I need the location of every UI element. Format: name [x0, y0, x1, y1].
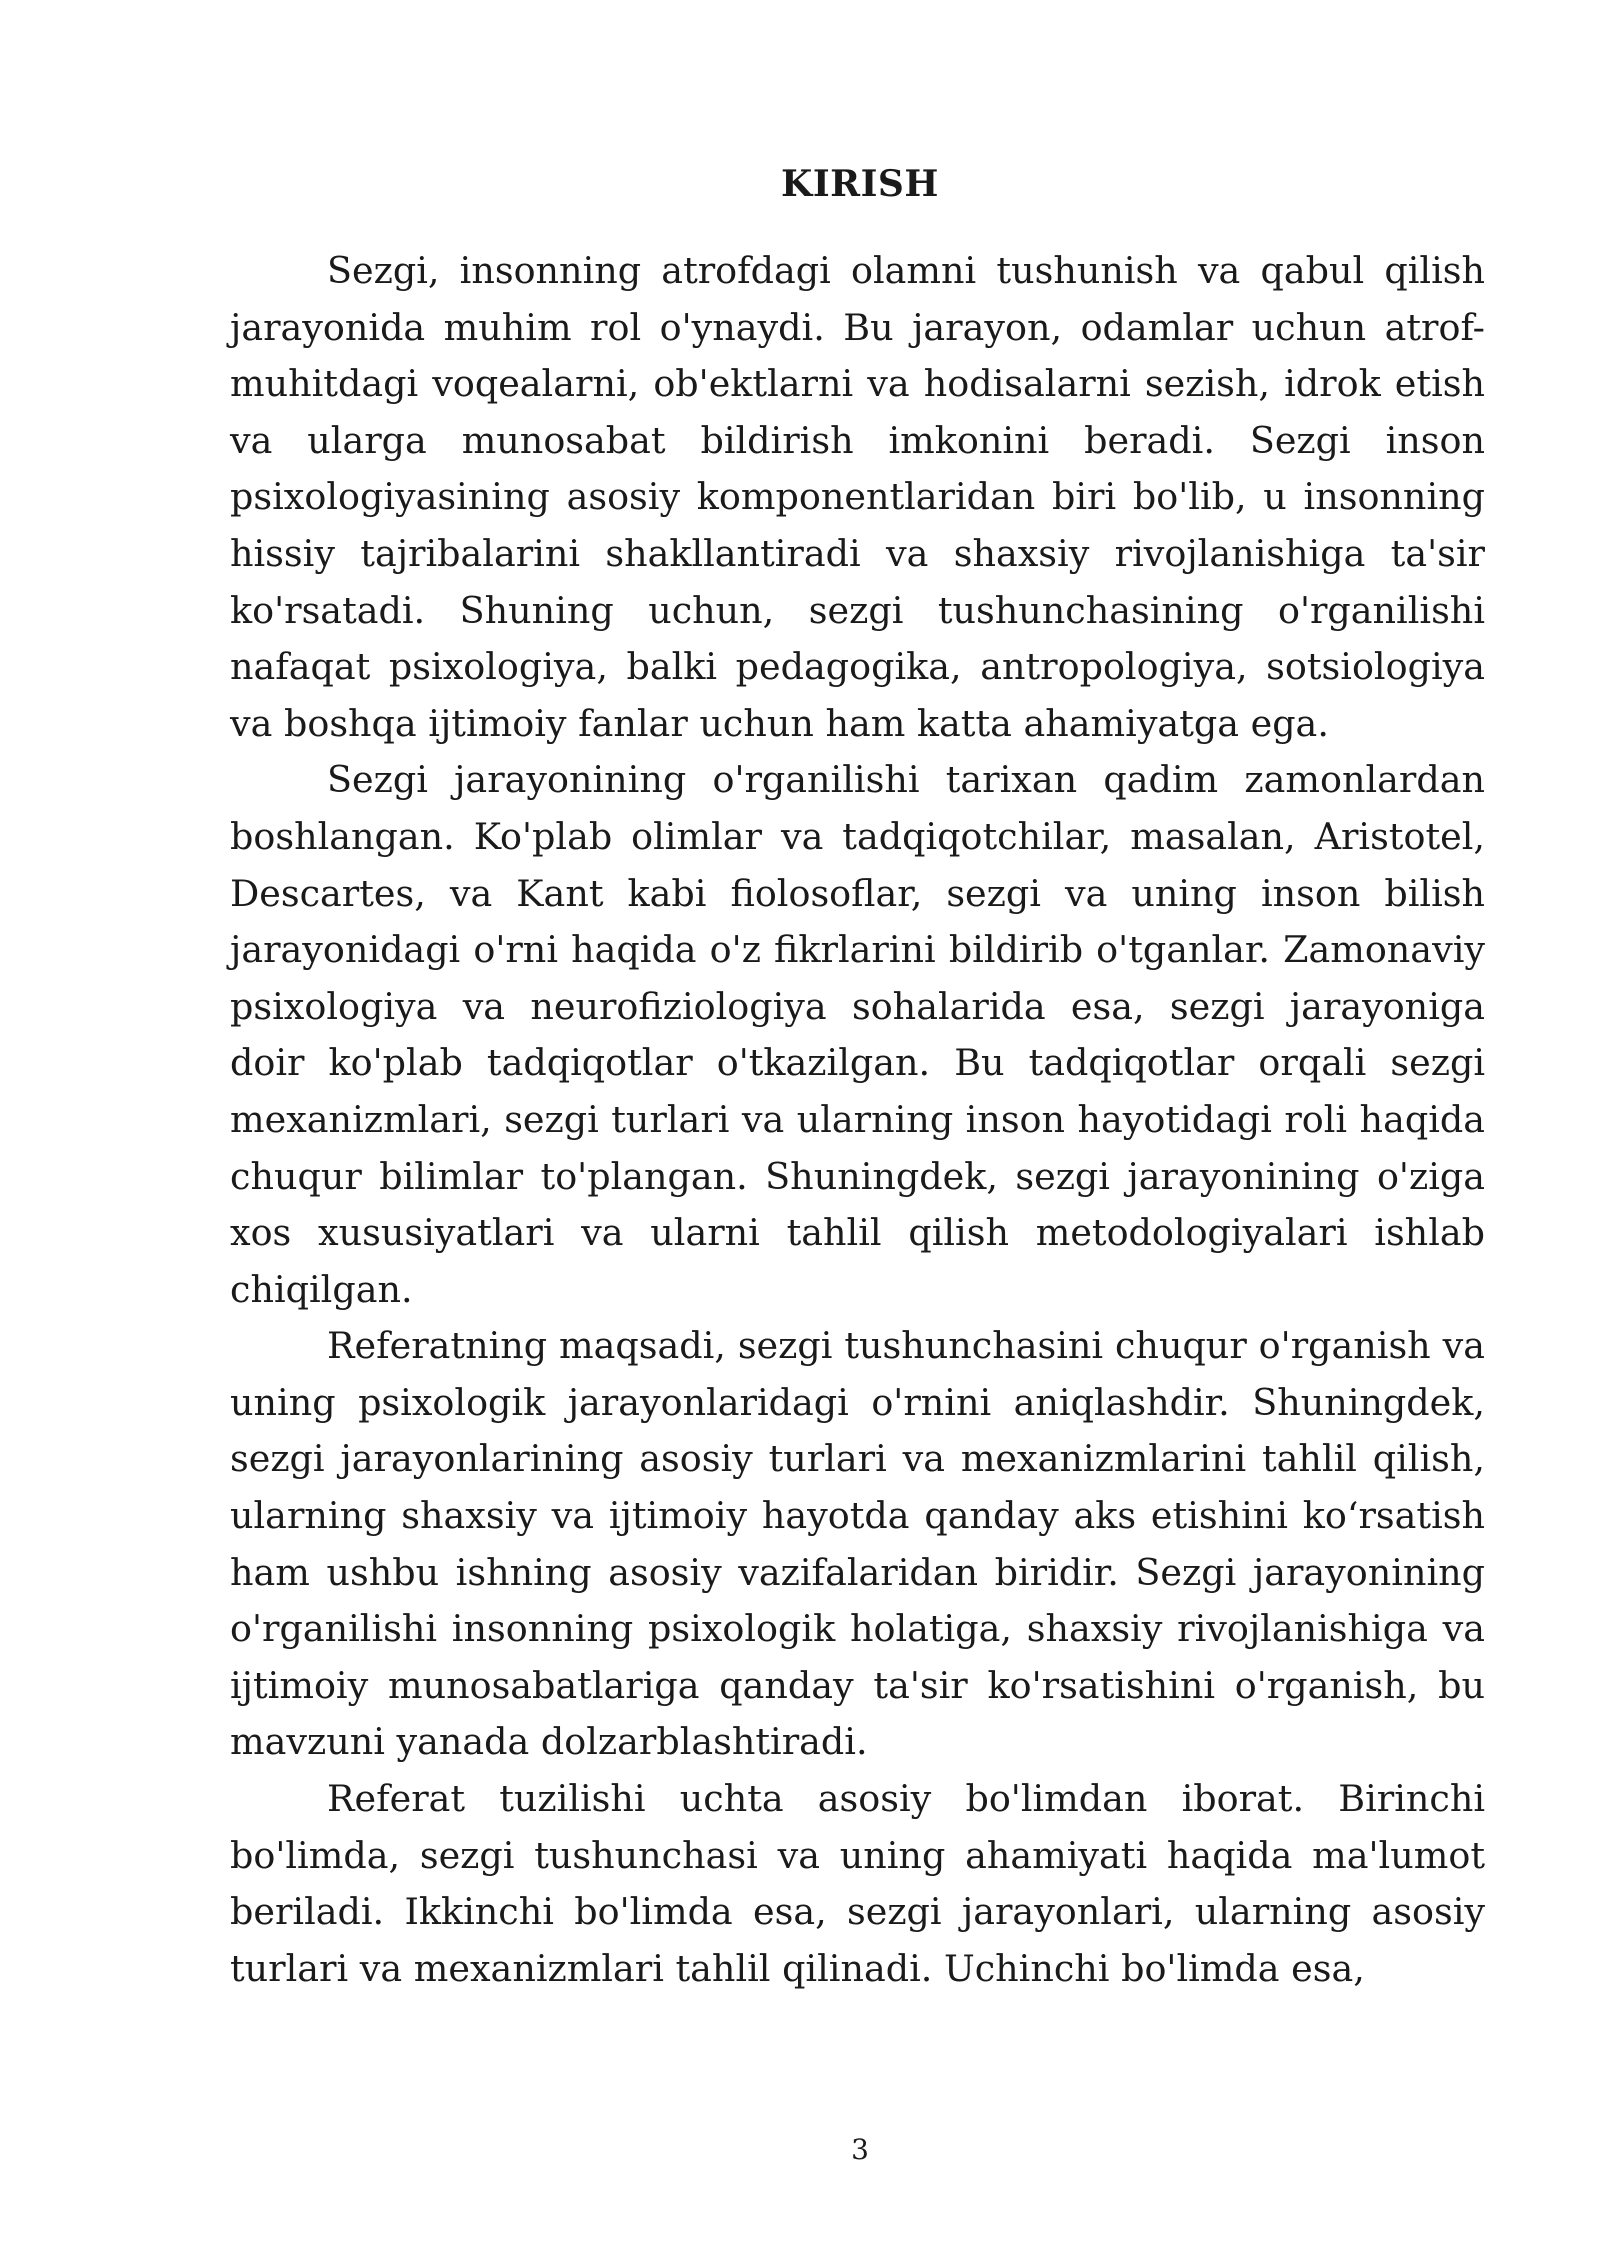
paragraph-structure: Referat tuzilishi uchta asosiy bo'limdan iborat. Birinchi bo'limda, sezgi tushunchasi va uning ahamiyati haqida ma'lumot beriladi. Ikkinchi bo'limda esa, sezgi jarayonlari, ularning asosiy turlari va mexanizmlari tahlil qilinadi. Uchinchi bo'limda esa, — [230, 1777, 1485, 1990]
paragraph-purpose: Referatning maqsadi, sezgi tushunchasini chuqur o'rganish va uning psixologik jarayonlaridagi o'rnini aniqlashdir. Shuningdek, sezgi jarayonlarining asosiy turlari va mexanizmlarini tahlil qilish, ularning shaxsiy va ijtimoiy hayotda qanday aks etishini ko‘rsatish ham ushbu ishning asosiy vazifalaridan biridir. Sezgi jarayonining o'rganilishi insonning psixologik holatiga, shaxsiy rivojlanishiga va ijtimoiy munosabatlariga qanday ta'sir ko'rsatishini o'rganish, bu mavzuni yanada dolzarblashtiradi. — [230, 1324, 1485, 1764]
paragraph-intro: Sezgi, insonning atrofdagi olamni tushunish va qabul qilish jarayonida muhim rol o'ynaydi. Bu jarayon, odamlar uchun atrof-muhitdagi voqealarni, ob'ektlarni va hodisalarni sezish, idrok etish va ularga munosabat bildirish imkonini beradi. Sezgi inson psixologiyasining asosiy komponentlaridan biri bo'lib, u insonning hissiy tajribalarini shakllantiradi va shaxsiy rivojlanishiga ta'sir ko'rsatadi. Shuning uchun, sezgi tushunchasining o'rganilishi nafaqat psixologiya, balki pedagogika, antropologiya, sotsiologiya va boshqa ijtimoiy fanlar uchun ham katta ahamiyatga ega. — [230, 249, 1485, 745]
paragraph-history: Sezgi jarayonining o'rganilishi tarixan qadim zamonlardan boshlangan. Ko'plab olimlar va tadqiqotchilar, masalan, Aristotel, Descartes, va Kant kabi fiolosoflar, sezgi va uning inson bilish jarayonidagi o'rni haqida o'z fikrlarini bildirib o'tganlar. Zamonaviy psixologiya va neurofiziologiya sohalarida esa, sezgi jarayoniga doir ko'plab tadqiqotlar o'tkazilgan. Bu tadqiqotlar orqali sezgi mexanizmlari, sezgi turlari va ularning inson hayotidagi roli haqida chuqur bilimlar to'plangan. Shuningdek, sezgi jarayonining o'ziga xos xususiyatlari va ularni tahlil qilish metodologiyalari ishlab chiqilgan. — [230, 758, 1485, 1311]
page-title: KIRISH — [781, 163, 939, 205]
page-number: 3 — [851, 2133, 869, 2166]
body-text — [230, 243, 1485, 1997]
